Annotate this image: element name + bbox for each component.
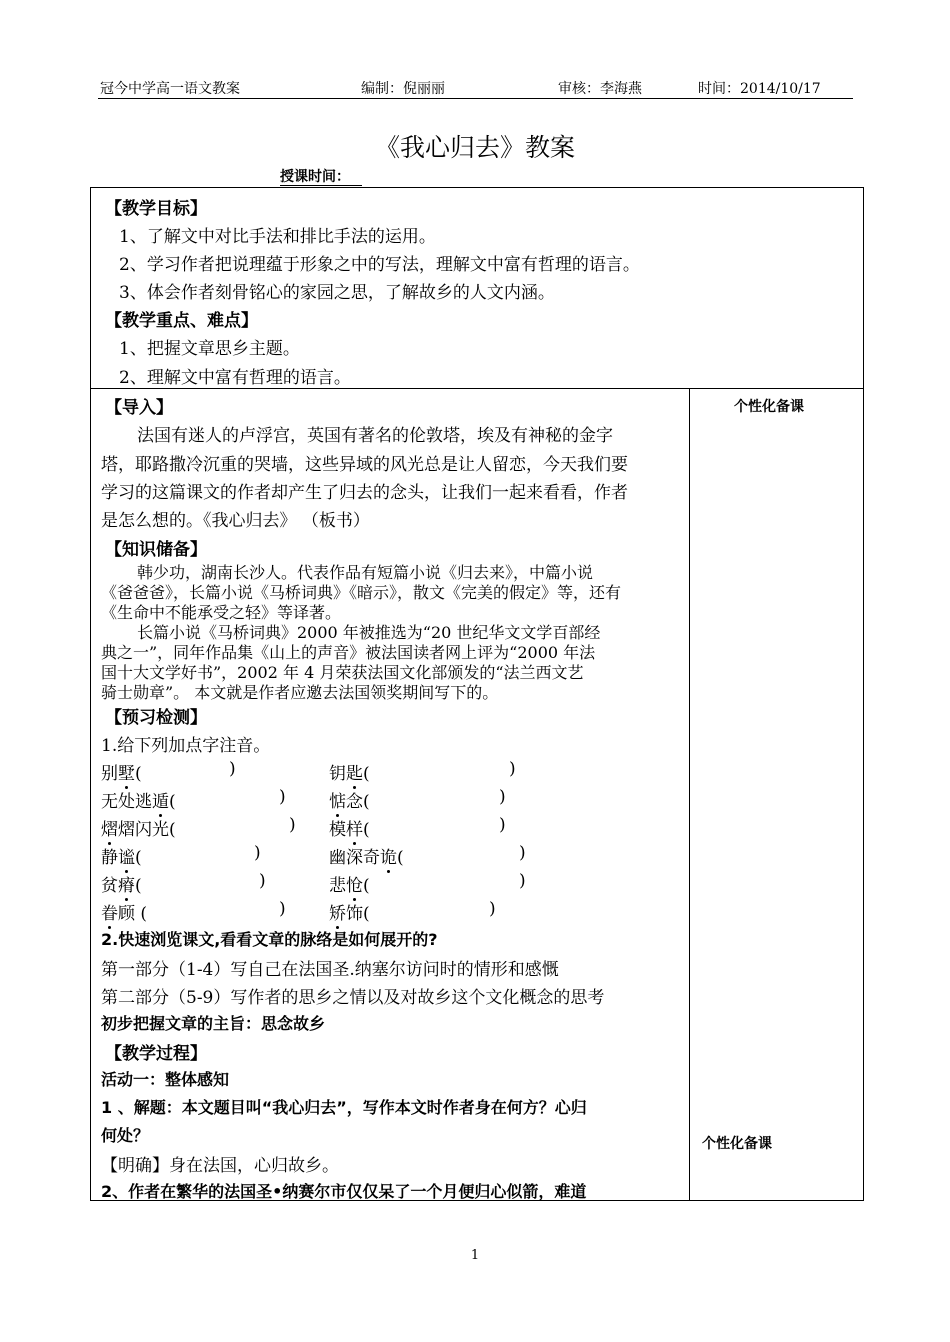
intro-line: 塔，耶路撒冷沉重的哭墙，这些异域的风光总是让人留恋，今天我们要 xyxy=(101,455,628,475)
pinyin-close: ) xyxy=(279,787,286,807)
table-row-divider xyxy=(91,388,863,389)
pinyin-item: 无处逃遁( xyxy=(101,787,176,812)
pinyin-close: ) xyxy=(499,787,506,807)
pinyin-close: ) xyxy=(489,899,496,919)
objective-item: 1、了解文中对比手法和排比手法的运用。 xyxy=(119,227,436,247)
theme-statement: 初步把握文章的主旨：思念故乡 xyxy=(101,1014,326,1033)
preview-question-1: 1.给下列加点字注音。 xyxy=(101,736,271,756)
lesson-time-label: 授课时间： xyxy=(280,166,362,186)
pinyin-item: 眷顾 ( xyxy=(101,899,147,924)
header-date: 时间：2014/10/17 xyxy=(698,81,821,97)
structure-part-1: 第一部分（1-4）写自己在法国圣.纳塞尔访问时的情形和感慨 xyxy=(101,960,559,980)
pinyin-close: ) xyxy=(519,843,526,863)
knowledge-line: 国十大文学好书”，2002 年 4 月荣获法国文化部颁发的“法兰西文艺 xyxy=(101,663,584,682)
pinyin-close: ) xyxy=(254,843,261,863)
structure-part-2: 第二部分（5-9）写作者的思乡之情以及对故乡这个文化概念的思考 xyxy=(101,988,605,1008)
pinyin-close: ) xyxy=(259,871,266,891)
process-question-2: 2、作者在繁华的法国圣•纳赛尔市仅仅呆了一个月便归心似箭，难道 xyxy=(101,1182,587,1201)
process-question-1-cont: 何处？ xyxy=(101,1126,150,1145)
intro-line: 是怎么想的。《我心归去》 （板书） xyxy=(101,511,370,531)
page-number: 1 xyxy=(470,1248,480,1263)
pinyin-close: ) xyxy=(229,759,236,779)
running-header xyxy=(98,74,853,99)
pinyin-item: 别墅( xyxy=(101,759,142,784)
document-title: 《我心归去》教案 xyxy=(374,133,575,162)
knowledge-line: 骑士勋章”。 本文就是作者应邀去法国领奖期间写下的。 xyxy=(101,683,499,702)
knowledge-line: 《爸爸爸》，长篇小说《马桥词典》《暗示》，散文《完美的假定》等，还有 xyxy=(101,583,622,602)
pinyin-item: 钥匙( xyxy=(329,759,370,784)
knowledge-line: 韩少功，湖南长沙人。代表作品有短篇小说《归去来》，中篇小说 xyxy=(137,563,594,582)
pinyin-item: 惦念( xyxy=(329,787,370,812)
pinyin-close: ) xyxy=(289,815,296,835)
pinyin-item: 矫饰( xyxy=(329,899,370,924)
intro-line: 法国有迷人的卢浮宫，英国有著名的伦敦塔，埃及有神秘的金字 xyxy=(137,426,613,446)
key-points-heading: 【教学重点、难点】 xyxy=(105,311,258,331)
side-label-personalized-prep: 个性化备课 xyxy=(702,1136,772,1152)
intro-line: 学习的这篇课文的作者却产生了归去的念头，让我们一起来看看，作者 xyxy=(101,483,628,503)
intro-heading: 【导入】 xyxy=(105,398,173,418)
key-point-item: 2、理解文中富有哲理的语言。 xyxy=(119,368,351,388)
pinyin-item: 幽深奇诡( xyxy=(329,843,404,868)
activity-1-heading: 活动一：整体感知 xyxy=(101,1070,230,1089)
objective-item: 3、体会作者刻骨铭心的家园之思，了解故乡的人文内涵。 xyxy=(119,283,555,303)
pinyin-close: ) xyxy=(519,871,526,891)
pinyin-item: 贫瘠( xyxy=(101,871,142,896)
knowledge-line: 《生命中不能承受之轻》等译著。 xyxy=(101,603,342,622)
pinyin-item: 熠熠闪光( xyxy=(101,815,176,840)
answer-1: 【明确】身在法国，心归故乡。 xyxy=(101,1156,339,1176)
pinyin-close: ) xyxy=(279,899,286,919)
knowledge-line: 典之一”，同年作品集《山上的声音》被法国读者网上评为“2000 年法 xyxy=(101,643,596,662)
header-school: 冠今中学高一语文教案 xyxy=(100,81,240,97)
lesson-table xyxy=(90,187,864,1201)
side-label-personalized-prep: 个性化备课 xyxy=(734,399,804,415)
knowledge-heading: 【知识储备】 xyxy=(105,540,207,560)
preview-question-2: 2.快速浏览课文,看看文章的脉络是如何展开的? xyxy=(101,930,438,949)
pinyin-close: ) xyxy=(509,759,516,779)
preview-heading: 【预习检测】 xyxy=(105,708,207,728)
pinyin-close: ) xyxy=(499,815,506,835)
pinyin-item: 模样( xyxy=(329,815,370,840)
pinyin-item: 悲怆( xyxy=(329,871,370,896)
knowledge-line: 长篇小说《马桥词典》2000 年被推选为“20 世纪华文文学百部经 xyxy=(137,623,601,642)
key-point-item: 1、把握文章思乡主题。 xyxy=(119,339,300,359)
header-editor: 编制：倪丽丽 xyxy=(361,81,445,97)
table-column-divider xyxy=(689,388,690,1200)
header-reviewer: 审核：李海燕 xyxy=(558,81,642,97)
pinyin-item: 静谧( xyxy=(101,843,142,868)
process-heading: 【教学过程】 xyxy=(105,1044,207,1064)
process-question-1: 1 、解题：本文题目叫“我心归去”，写作本文时作者身在何方？心归 xyxy=(101,1098,587,1117)
objective-item: 2、学习作者把说理蕴于形象之中的写法，理解文中富有哲理的语言。 xyxy=(119,255,640,275)
objectives-heading: 【教学目标】 xyxy=(105,199,207,219)
